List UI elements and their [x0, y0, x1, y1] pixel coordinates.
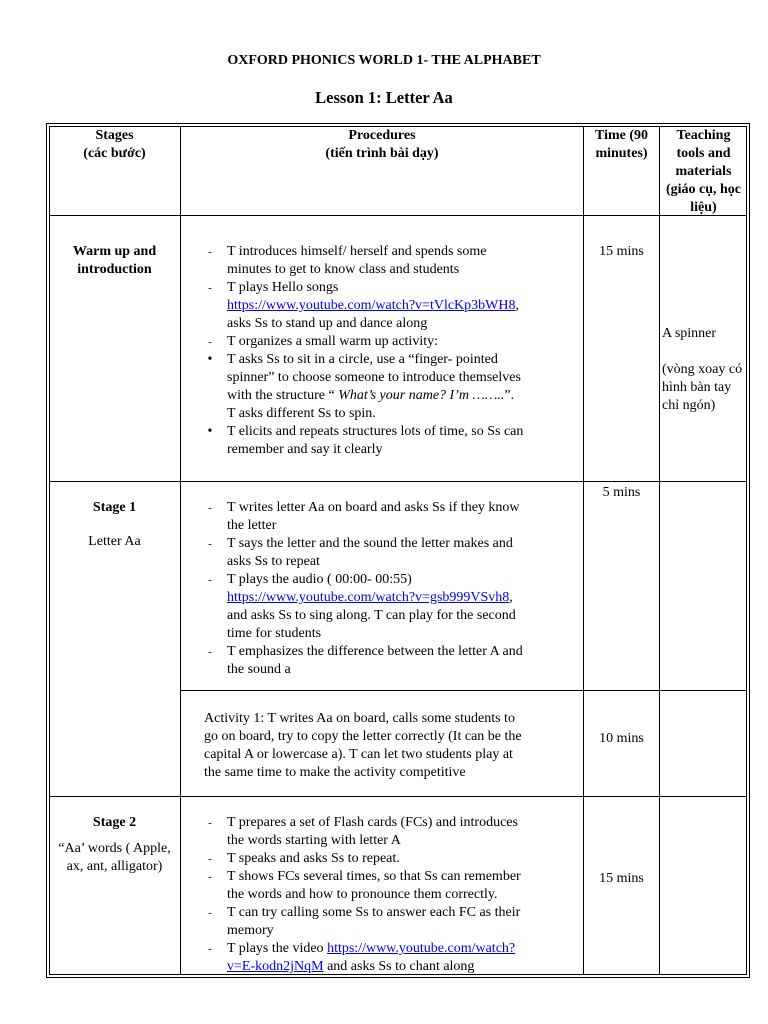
dash-marker: -	[208, 871, 212, 883]
header-stages	[49, 127, 180, 163]
list-item	[204, 423, 576, 459]
stage1-time: 5 mins	[602, 485, 641, 500]
row-divider	[49, 215, 747, 216]
list-item	[204, 643, 576, 679]
list-item	[204, 868, 576, 904]
stage2-time: 15 mins	[599, 871, 644, 886]
item-text: asks Ss to repeat	[227, 554, 320, 569]
item-text: ,	[509, 590, 513, 605]
warmup-time: 15 mins	[599, 244, 644, 259]
item-text: with the structure “	[227, 388, 339, 403]
header-stages-line: Stages	[95, 128, 134, 143]
activity-line: the same time to make the activity competitive	[204, 765, 466, 780]
stage2-title: Stage 2	[92, 815, 137, 830]
header-time-line: Time (90	[594, 128, 648, 143]
dash-marker: -	[208, 943, 212, 955]
activity-line: capital A or lowercase a). T can let two students play at	[204, 747, 513, 762]
header-time-line: minutes)	[595, 146, 648, 161]
stage1-title: Stage 1	[92, 500, 137, 515]
warmup-stage-line: introduction	[77, 262, 152, 277]
stage1-procedures	[204, 499, 576, 679]
item-text: remember and say it clearly	[227, 442, 383, 457]
tools-line: hình bàn tay	[662, 380, 732, 395]
item-text: ,	[515, 298, 519, 313]
item-text: memory	[227, 923, 274, 938]
warmup-stage-line: Warm up and	[72, 244, 157, 259]
list-item	[204, 814, 576, 850]
list-item	[204, 904, 576, 940]
item-text: T can try calling some Ss to answer each FC as their	[227, 905, 521, 920]
activity-line: go on board, try to copy the letter correctly (It can be the	[204, 729, 522, 744]
item-text: T shows FCs several times, so that Ss can remember	[227, 869, 521, 884]
item-text: the words starting with letter A	[227, 833, 401, 848]
item-text: T introduces himself/ herself and spends some	[227, 244, 487, 259]
dash-marker: -	[208, 853, 212, 865]
dash-marker: -	[208, 282, 212, 294]
header-procedures	[181, 127, 583, 163]
bullet-marker: •	[207, 424, 213, 439]
item-text: and asks Ss to chant along	[323, 959, 475, 974]
header-tools-line: Teaching	[676, 128, 731, 143]
dash-marker: -	[208, 646, 212, 658]
header-tools	[660, 127, 747, 217]
item-text: T asks different Ss to spin.	[227, 406, 376, 421]
dash-marker: -	[208, 246, 212, 258]
list-item	[204, 850, 576, 868]
tools-line: (vòng xoay có	[662, 362, 743, 377]
list-item	[204, 279, 576, 333]
item-text: T organizes a small warm up activity:	[227, 334, 438, 349]
warmup-procedures	[204, 243, 576, 459]
col-divider	[659, 126, 660, 975]
item-text: T prepares a set of Flash cards (FCs) and introduces	[227, 815, 518, 830]
item-text: T speaks and asks Ss to repeat.	[227, 851, 400, 866]
list-item	[204, 499, 576, 535]
list-item	[204, 571, 576, 643]
item-text: the sound a	[227, 662, 291, 677]
warmup-tools	[662, 325, 750, 415]
list-item	[204, 243, 576, 279]
item-text: the letter	[227, 518, 277, 533]
row-divider	[49, 481, 747, 482]
item-text: time for students	[227, 626, 322, 641]
activity1-text	[204, 710, 582, 782]
item-text: minutes to get to know class and students	[227, 262, 460, 277]
col-divider	[180, 126, 181, 975]
dash-marker: -	[208, 907, 212, 919]
dash-marker: -	[208, 502, 212, 514]
stage2-subtitle: “Aa’ words ( Apple,	[58, 841, 171, 856]
stage2-subtitle: ax, ant, alligator)	[66, 859, 163, 874]
item-text: ”.	[504, 388, 515, 403]
warmup-stage	[49, 243, 180, 279]
item-text: T asks Ss to sit in a circle, use a “finger- pointed	[227, 352, 498, 367]
header-procedures-line: Procedures	[348, 128, 416, 143]
video-link[interactable]: https://www.youtube.com/watch?	[327, 941, 516, 956]
row-divider	[180, 690, 747, 691]
stage1-subtitle: Letter Aa	[88, 534, 141, 549]
item-text: and asks Ss to sing along. T can play for the second	[227, 608, 516, 623]
activity1-time: 10 mins	[599, 731, 644, 746]
list-item	[204, 940, 576, 976]
item-text: T plays the video	[227, 941, 328, 956]
list-item	[204, 351, 576, 423]
row-divider	[49, 796, 747, 797]
dash-marker: -	[208, 336, 212, 348]
header-tools-line: materials	[675, 164, 732, 179]
header-tools-line: liệu)	[690, 200, 717, 215]
lesson-title: Lesson 1: Letter Aa	[315, 88, 453, 107]
stage2-procedures	[204, 814, 576, 976]
item-text: T emphasizes the difference between the letter A and	[227, 644, 523, 659]
item-text: T plays the audio ( 00:00- 00:55)	[227, 572, 412, 587]
list-item	[204, 333, 576, 351]
hello-song-link[interactable]: https://www.youtube.com/watch?v=tVlcKp3bWH8	[227, 298, 516, 313]
dash-marker: -	[208, 817, 212, 829]
header-tools-line: tools and	[676, 146, 731, 161]
bullet-marker: •	[207, 352, 213, 367]
dash-marker: -	[208, 574, 212, 586]
header-time	[584, 127, 659, 163]
list-item	[204, 535, 576, 571]
stage1-stage	[49, 499, 180, 551]
item-text: T elicits and repeats structures lots of time, so Ss can	[227, 424, 524, 439]
header-tools-line: (giáo cụ, học	[665, 182, 742, 197]
alphabet-song-link[interactable]: https://www.youtube.com/watch?v=gsb999VSvh8	[227, 590, 510, 605]
item-text: T plays Hello songs	[227, 280, 339, 295]
item-text: T says the letter and the sound the letter makes and	[227, 536, 513, 551]
activity-line: Activity 1: T writes Aa on board, calls some students to	[204, 711, 515, 726]
tools-line: A spinner	[662, 326, 717, 341]
item-text: asks Ss to stand up and dance along	[227, 316, 428, 331]
video-link-cont[interactable]: v=E-kodn2jNqM	[227, 959, 324, 974]
header-procedures-line: (tiến trình bài dạy)	[325, 146, 439, 161]
tools-line: chỉ ngón)	[662, 398, 716, 413]
stage2-stage	[49, 814, 180, 876]
header-stages-line: (các bước)	[83, 146, 146, 161]
item-text: spinner” to choose someone to introduce themselves	[227, 370, 521, 385]
structure-text: What’s your name? I’m ……..	[338, 388, 505, 403]
document-title: OXFORD PHONICS WORLD 1- THE ALPHABET	[227, 53, 541, 68]
item-text: the words and how to pronounce them correctly.	[227, 887, 498, 902]
dash-marker: -	[208, 538, 212, 550]
item-text: T writes letter Aa on board and asks Ss if they know	[227, 500, 520, 515]
